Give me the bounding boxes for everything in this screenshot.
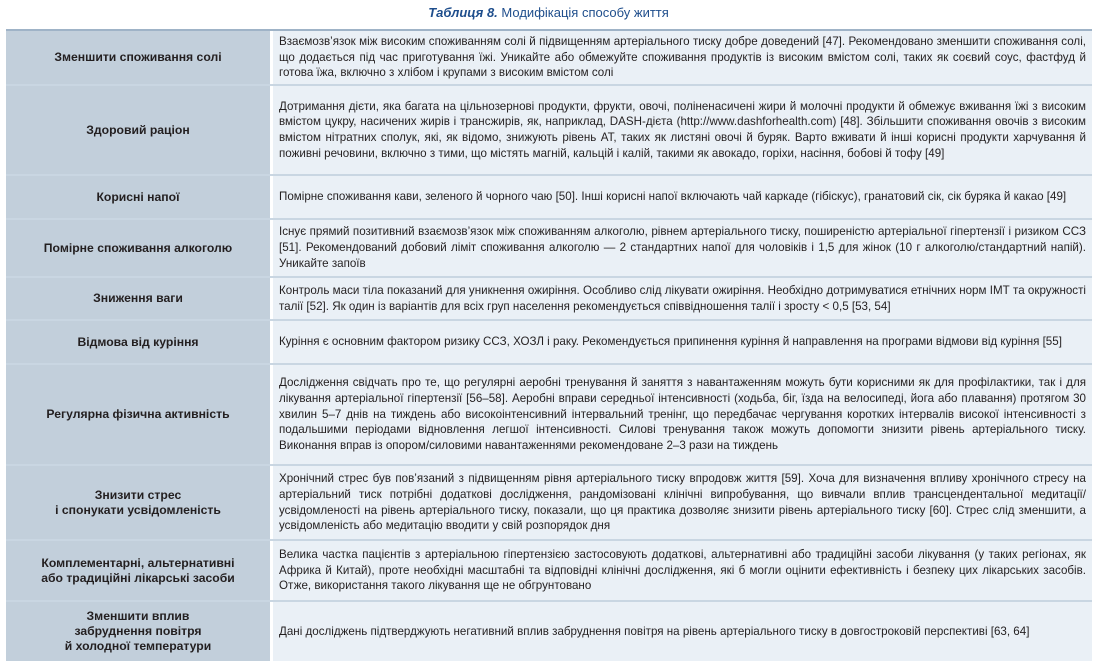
row-label: Здоровий раціон [6,86,273,174]
row-text: Велика частка пацієнтів з артеріальною гіпертензією застосовують додаткові, альтернативні або традиційні засоби лікування (у таких регіонах, як Африка й Китай), проте необхідні масштабні та відповідні клінічні дослідження, які б могли оцінити ефективність і безпеку цих лікарських засобів. Отже, використання такого лікування ще не обгрунтовано [279,547,1086,593]
table-row [6,602,1092,661]
row-label: Комплементарні, альтернативні або традиційні лікарські засоби [6,541,273,600]
row-label: Корисні напої [6,176,273,218]
lifestyle-table [6,29,1092,661]
table-number: Таблиця 8. [428,5,498,20]
row-text: Дотримання дієти, яка багата на цільнозернові продукти, фрукти, овочі, поліненасичені жири й молочні продукти й обмежує вживання їжі з високим вмістом цукру, насичених жирів і трансжирів, як, наприклад, DASH-дієта (http://www.dashforhealth.com) [48]. Збільшити споживання овочів з високим вмістом нітратних сполук, які, як відомо, знижують рівень АТ, таких як листяні овочі й буряк. Варто вживати й інші корисні продукти харчування й поживні речовини, включно з тими, що містять магній, кальцій і калій, такими як авокадо, горіхи, насіння, бобові й тофу [49] [279,99,1086,160]
table-row [6,31,1092,86]
row-text: Існує прямий позитивний взаємозв’язок між споживанням алкоголю, рівнем артеріального тиску, поширеністю артеріальної гіпертензії і ризиком ССЗ [51]. Рекомендований добовий ліміт споживання алкоголю — 2 стандартних напої для чоловіків і 1,5 для жінок (10 г алкоголю/стандартний напій). Уникайте запоїв [279,225,1086,270]
row-label: Регулярна фізична активність [6,365,273,464]
table-row [6,541,1092,602]
row-text: Помірне споживання кави, зеленого й чорного чаю [50]. Інші корисні напої включають чай каркаде (гібіскус), гранатовий сік, сік буряка й какао [49] [279,190,1067,204]
table-row [6,321,1092,365]
row-label: Знизити стрес і спонукати усвідомленість [6,466,273,539]
table-row [6,86,1092,176]
row-label: Помірне споживання алкоголю [6,220,273,276]
row-text: Куріння є основним фактором ризику ССЗ, ХОЗЛ і раку. Рекомендується припинення куріння й направлення на програми відмови від куріння [55] [279,335,1062,349]
row-label: Зниження ваги [6,278,273,319]
row-text: Взаємозв’язок між високим споживанням солі й підвищенням артеріального тиску добре доведений [47]. Рекомендовано зменшити споживання солі, що додається під час приготування їжі. Уникайте або обмежуйте споживання продуктів із високим вмістом солі, таких як соєвий соус, фастфуд й готова їжа, включно з хлібом і крупами з високим вмістом солі [279,34,1086,80]
row-label: Відмова від куріння [6,321,273,363]
row-label: Зменшити споживання солі [6,31,273,84]
table-row [6,466,1092,541]
row-text: Контроль маси тіла показаний для уникнення ожиріння. Особливо слід лікувати ожиріння. Необхідно дотримуватися етнічних норм ІМТ та окружності талії [52]. Як один із варіантів для всіх груп населення рекомендується співвідношення талії і зросту < 0,5 [53, 54] [279,283,1086,313]
row-label: Зменшити вплив забруднення повітря й холодної температури [6,602,273,661]
table-row [6,220,1092,278]
row-text: Хронічний стрес був пов’язаний з підвищенням рівня артеріального тиску впродовж життя [59]. Хоча для визначення впливу хронічного стресу на артеріальний тиск потрібні додаткові дослідження, рандомізовані клінічні випробування, що вивчали вплив трансцендентальної медитації/усвідомленості на рівень артеріального тиску, показали, що ця практика дозволяє знизити рівень артеріального тиску [60]. Стрес слід зменшити, а усвідомленість або медитацію вводити у свій розпорядок дня [279,472,1086,533]
table-title: Модифікація способу життя [501,5,669,20]
row-text: Дослідження свідчать про те, що регулярні аеробні тренування й заняття з навантаженням можуть бути корисними як для профілактики, так і для лікування артеріальної гіпертензії [56–58]. Аеробні вправи середньої інтенсивності (ходьба, біг, їзда на велосипеді, йога або плавання) протягом 30 хвилин 5–7 днів на тиждень або високоінтенсивний інтервальний тренінг, що передбачає чергування коротких інтервалів високої інтенсивності з подальшими періодами відновлення легшої інтенсивності. Силові тренування також можуть допомогти знизити рівень артеріального тиску. Виконання вправ із опором/силовими навантаженнями рекомендоване 2–3 рази на тиждень [279,376,1086,453]
row-text: Дані досліджень підтверджують негативний вплив забруднення повітря на рівень артеріального тиску в довгостроковій перспективі [63, 64] [279,624,1030,638]
table-row [6,176,1092,220]
table-caption [0,0,1097,26]
table-row [6,278,1092,321]
table-row [6,365,1092,466]
